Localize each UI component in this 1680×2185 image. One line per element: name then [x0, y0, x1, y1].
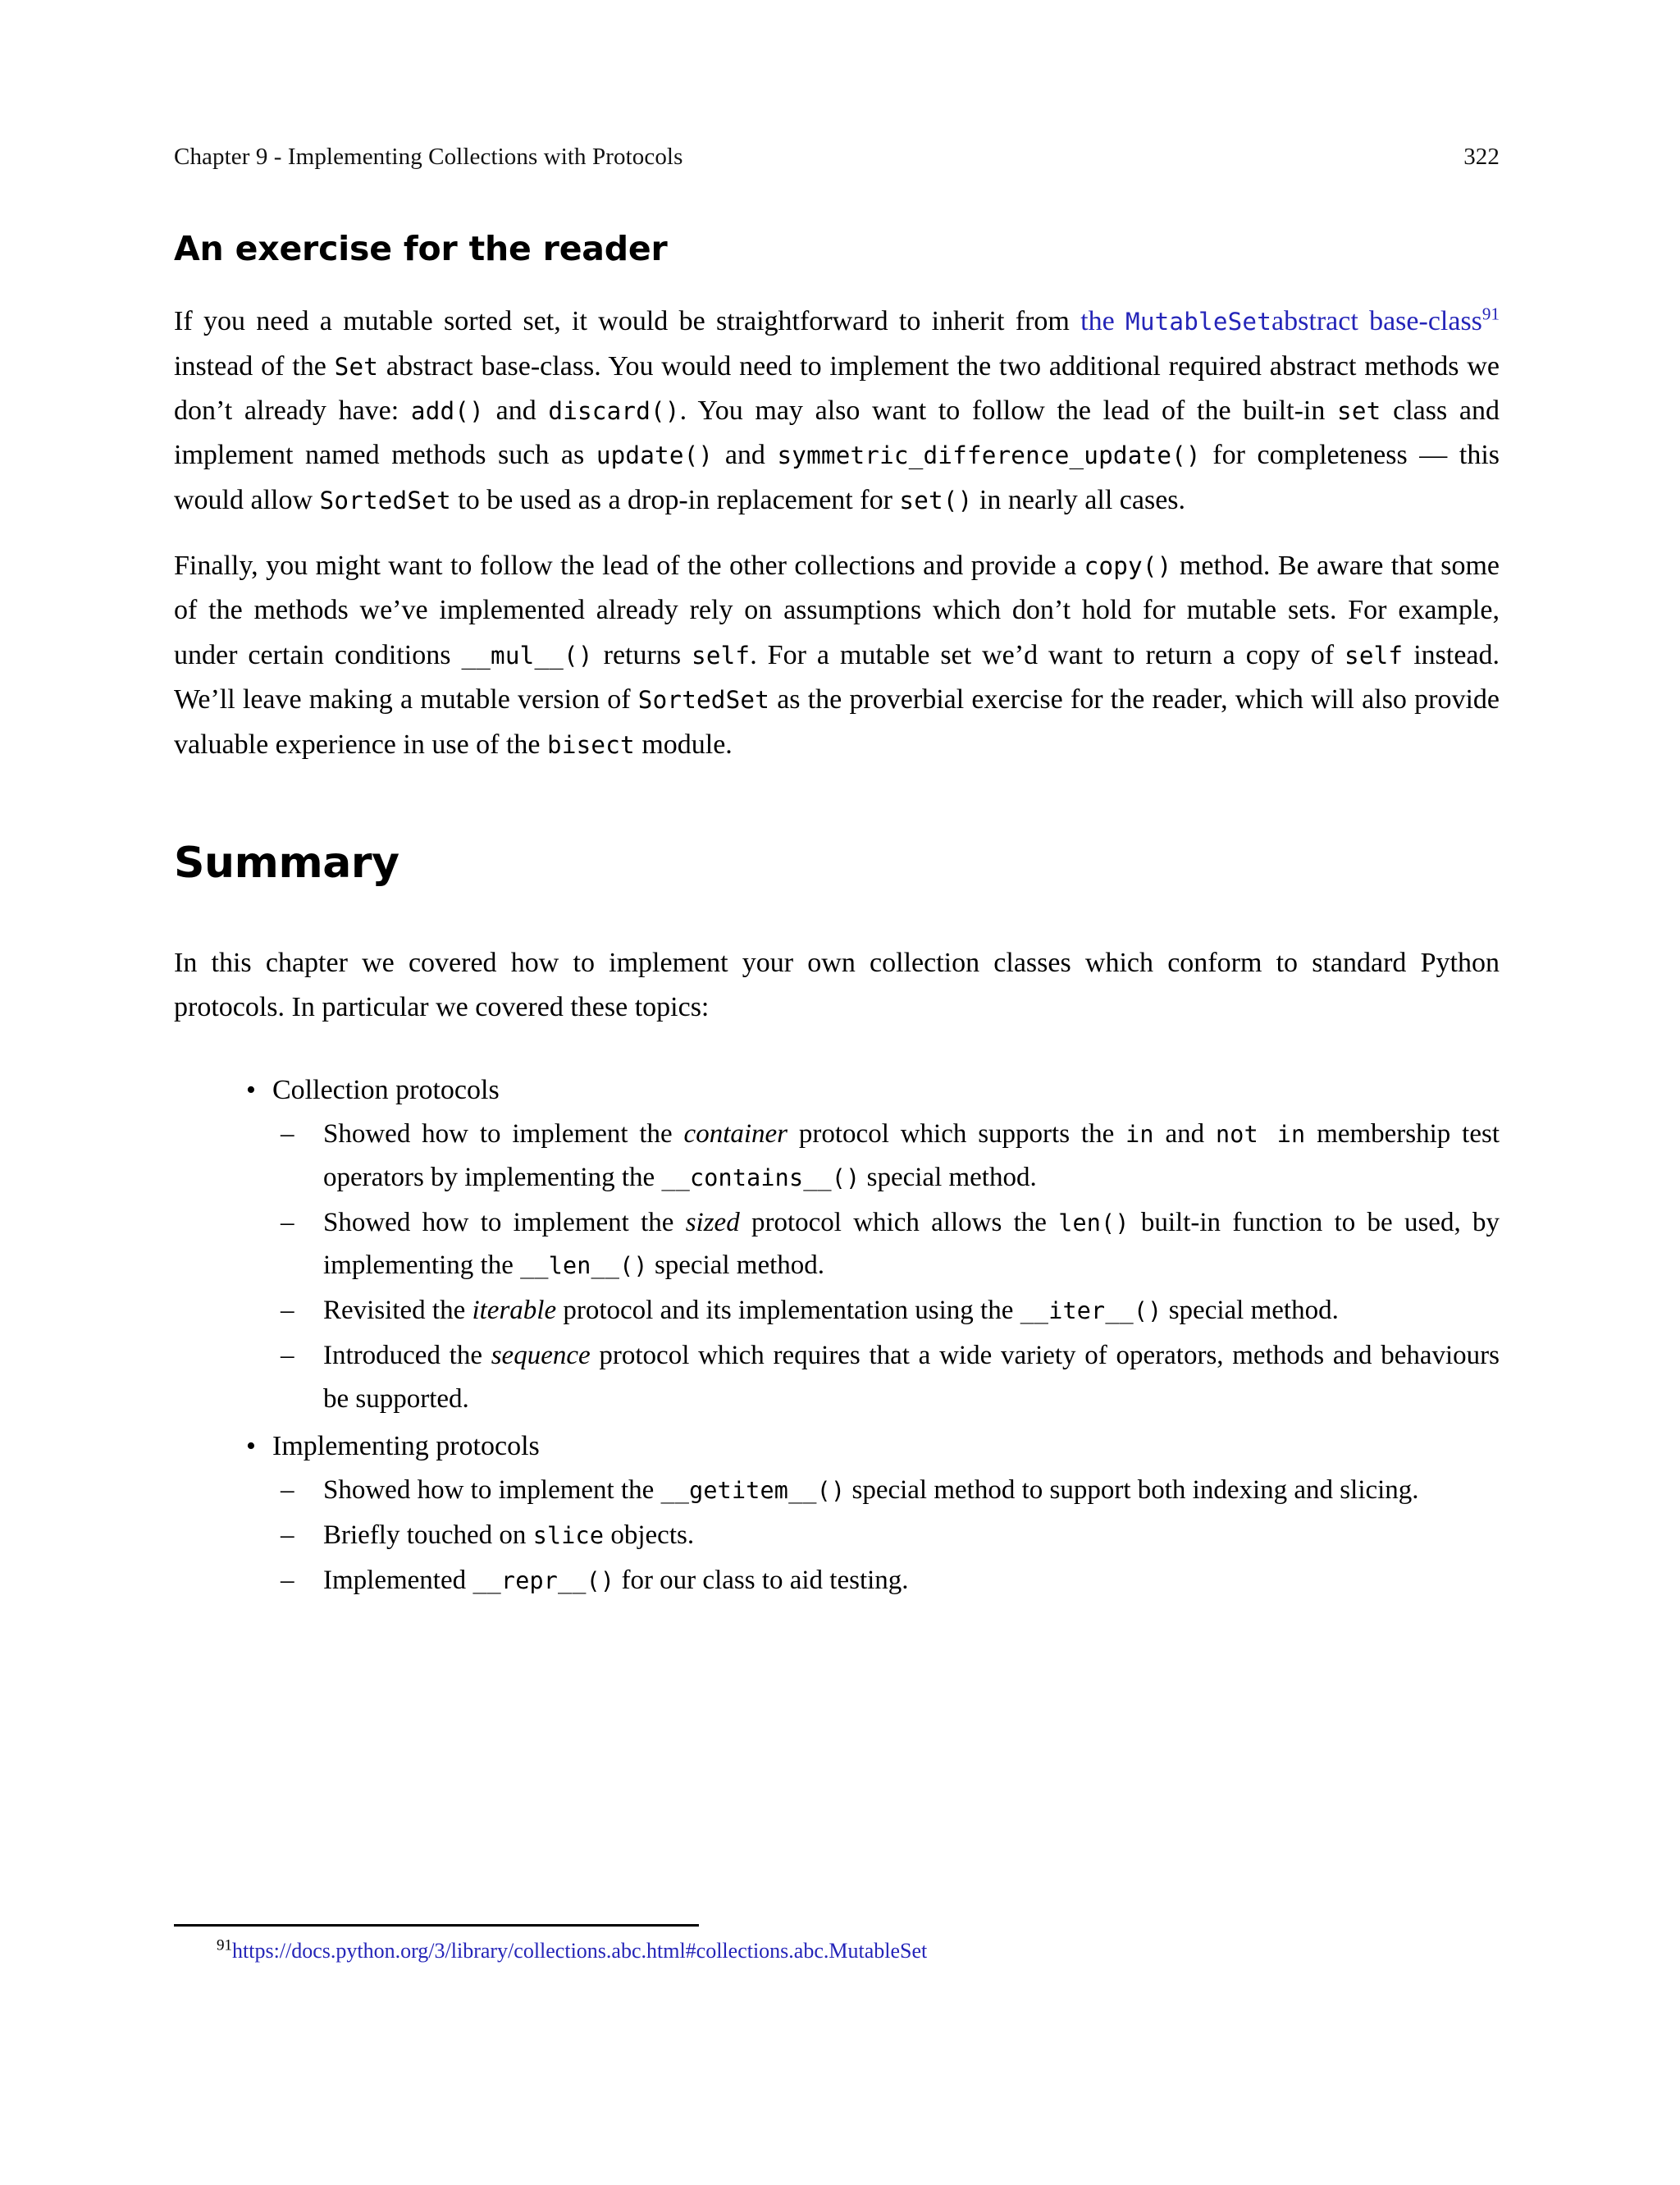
text-run: and	[483, 395, 549, 426]
dash-icon: –	[281, 1341, 294, 1370]
list-item-label: Collection protocols	[272, 1074, 500, 1105]
dash-icon: –	[281, 1520, 294, 1550]
list-item-sequence-protocol	[272, 1334, 1500, 1421]
footnote-number: 91	[217, 1936, 232, 1954]
emphasis-sized: sized	[685, 1207, 740, 1237]
code-sortedset: SortedSet	[319, 486, 451, 514]
text-run: instead. We’ll leave making a mutable version of	[174, 639, 1500, 715]
emphasis-container: container	[683, 1119, 788, 1150]
text-run: for completeness — this would allow	[174, 440, 1500, 515]
text-run: as the proverbial exercise for the reader, which will also provide valuable experience in use of the	[174, 684, 1500, 760]
text-run: . For a mutable set we’d want to return a copy of	[750, 639, 1345, 670]
list-item-collection-protocols	[174, 1068, 1500, 1421]
text-run: Introduced the	[323, 1341, 491, 1370]
text-run: protocol which allows the	[739, 1207, 1059, 1237]
text-run: Showed how to implement the	[323, 1119, 684, 1150]
text-run: objects.	[604, 1520, 695, 1550]
text-run: special method.	[860, 1162, 1037, 1192]
text-run: protocol which supports the	[788, 1119, 1126, 1150]
paragraph-exercise-intro	[174, 299, 1500, 523]
text-run: membership test operators by implementing the	[323, 1119, 1500, 1192]
text-run: Briefly touched on	[323, 1520, 533, 1550]
text-run: special method.	[647, 1250, 825, 1281]
dash-icon: –	[281, 1207, 294, 1237]
text-run: Finally, you might want to follow the lead of the other collections and provide a	[174, 551, 1084, 582]
footnote-link[interactable]: https://docs.python.org/3/library/collections.abc.html#collections.abc.MutableSet	[232, 1939, 928, 1963]
code-repr-dunder: __repr__()	[472, 1566, 615, 1594]
code-set-builtin: set	[1337, 396, 1381, 425]
code-set-call: set()	[899, 486, 973, 514]
paragraph-summary-intro	[174, 941, 1500, 1031]
text-run: protocol which requires that a wide variety of operators, methods and behaviours be supported.	[323, 1341, 1500, 1414]
sublist-implementing-protocols	[272, 1469, 1500, 1602]
code-update: update()	[596, 441, 714, 470]
list-item-iterable-protocol	[272, 1289, 1500, 1332]
code-contains-dunder: __contains__()	[661, 1163, 861, 1191]
code-len-dunder: __len__()	[520, 1252, 648, 1280]
code-bisect: bisect	[547, 730, 635, 759]
text-run: In this chapter we covered how to implement your own collection classes which conform to standard Python protocols. In particular we covered these topics:	[174, 947, 1500, 1023]
page-number: 322	[1463, 144, 1500, 170]
code-set: Set	[334, 352, 379, 381]
code-self-2: self	[1344, 641, 1404, 670]
footnote-area	[174, 1924, 1500, 1965]
link-mutableset-abc[interactable]	[1080, 306, 1482, 336]
code-in: in	[1125, 1121, 1154, 1149]
code-not-in: not in	[1216, 1121, 1306, 1149]
text-run: . You may also want to follow the lead of the built-in	[679, 395, 1338, 426]
dash-icon: –	[281, 1565, 294, 1595]
text-run: class and implement named methods such as	[174, 395, 1500, 471]
text-run: Showed how to implement the	[323, 1474, 661, 1505]
text-run: and	[713, 440, 778, 471]
summary-topics-list	[174, 1068, 1500, 1602]
dash-icon: –	[281, 1474, 294, 1505]
list-item-container-protocol	[272, 1113, 1500, 1200]
link-code-mutableset: MutableSet	[1125, 308, 1272, 336]
text-run: module.	[634, 729, 733, 760]
list-item-implementing-protocols	[174, 1424, 1500, 1602]
text-run: special method.	[1162, 1296, 1339, 1326]
text-run: for our class to aid testing.	[614, 1565, 909, 1595]
list-item-repr	[272, 1559, 1500, 1602]
heading-an-exercise-for-the-reader: An exercise for the reader	[174, 229, 668, 268]
code-add: add()	[410, 396, 484, 425]
dash-icon: –	[281, 1296, 294, 1326]
code-mul-dunder: __mul__()	[461, 641, 593, 670]
footnote-separator-rule	[174, 1924, 699, 1927]
page-content	[174, 230, 1500, 1605]
sublist-collection-protocols	[272, 1113, 1500, 1421]
footnote-reference-91[interactable]: 91	[1481, 304, 1500, 324]
text-run: Showed how to implement the	[323, 1207, 686, 1237]
link-text-tail: abstract base-class	[1271, 306, 1482, 337]
code-slice: slice	[532, 1521, 605, 1549]
link-text-the: the	[1080, 306, 1126, 337]
emphasis-iterable: iterable	[472, 1296, 557, 1326]
code-copy: copy()	[1084, 552, 1172, 581]
text-run: special method to support both indexing and slicing.	[845, 1474, 1419, 1505]
list-item-slice-objects	[272, 1514, 1500, 1557]
list-item-sized-protocol	[272, 1201, 1500, 1288]
list-item-getitem	[272, 1469, 1500, 1512]
emphasis-sequence: sequence	[491, 1341, 591, 1370]
text-run: instead of the	[174, 350, 335, 382]
text-run: and	[1153, 1119, 1217, 1150]
text-run: to be used as a drop-in replacement for	[450, 484, 900, 515]
code-self: self	[692, 641, 751, 670]
text-run: Implemented	[323, 1565, 473, 1595]
text-run: Revisited the	[323, 1296, 472, 1326]
text-run: built-in function to be used, by implementing the	[323, 1207, 1500, 1281]
bullet-icon: •	[246, 1430, 256, 1461]
code-symmetric-difference-update: symmetric_difference_update()	[777, 441, 1201, 470]
heading-summary: Summary	[174, 839, 399, 889]
chapter-title: Chapter 9 - Implementing Collections with Protocols	[174, 144, 683, 170]
footnote-entry	[174, 1936, 1500, 1965]
dash-icon: –	[281, 1119, 294, 1150]
paragraph-copy-method	[174, 544, 1500, 767]
text-run: If you need a mutable sorted set, it would be straightforward to inherit from	[174, 306, 1081, 337]
code-len-builtin: len()	[1058, 1209, 1130, 1236]
bullet-icon: •	[246, 1074, 256, 1105]
text-run: protocol and its implementation using the	[556, 1296, 1020, 1326]
text-run: abstract base-class. You would need to implement the two additional required abstract methods we don’t already have:	[174, 350, 1500, 426]
list-item-label: Implementing protocols	[272, 1430, 540, 1461]
code-discard: discard()	[548, 396, 680, 425]
text-run: returns	[592, 639, 692, 670]
running-header	[174, 144, 1500, 171]
text-run: in nearly all cases.	[972, 484, 1186, 515]
code-iter-dunder: __iter__()	[1020, 1297, 1162, 1325]
text-run: method. Be aware that some of the methods we’ve implemented already rely on assumptions which don’t hold for mutable sets. For example, under certain conditions	[174, 551, 1500, 670]
code-getitem-dunder: __getitem__()	[660, 1476, 846, 1504]
code-sortedset-2: SortedSet	[637, 686, 770, 715]
